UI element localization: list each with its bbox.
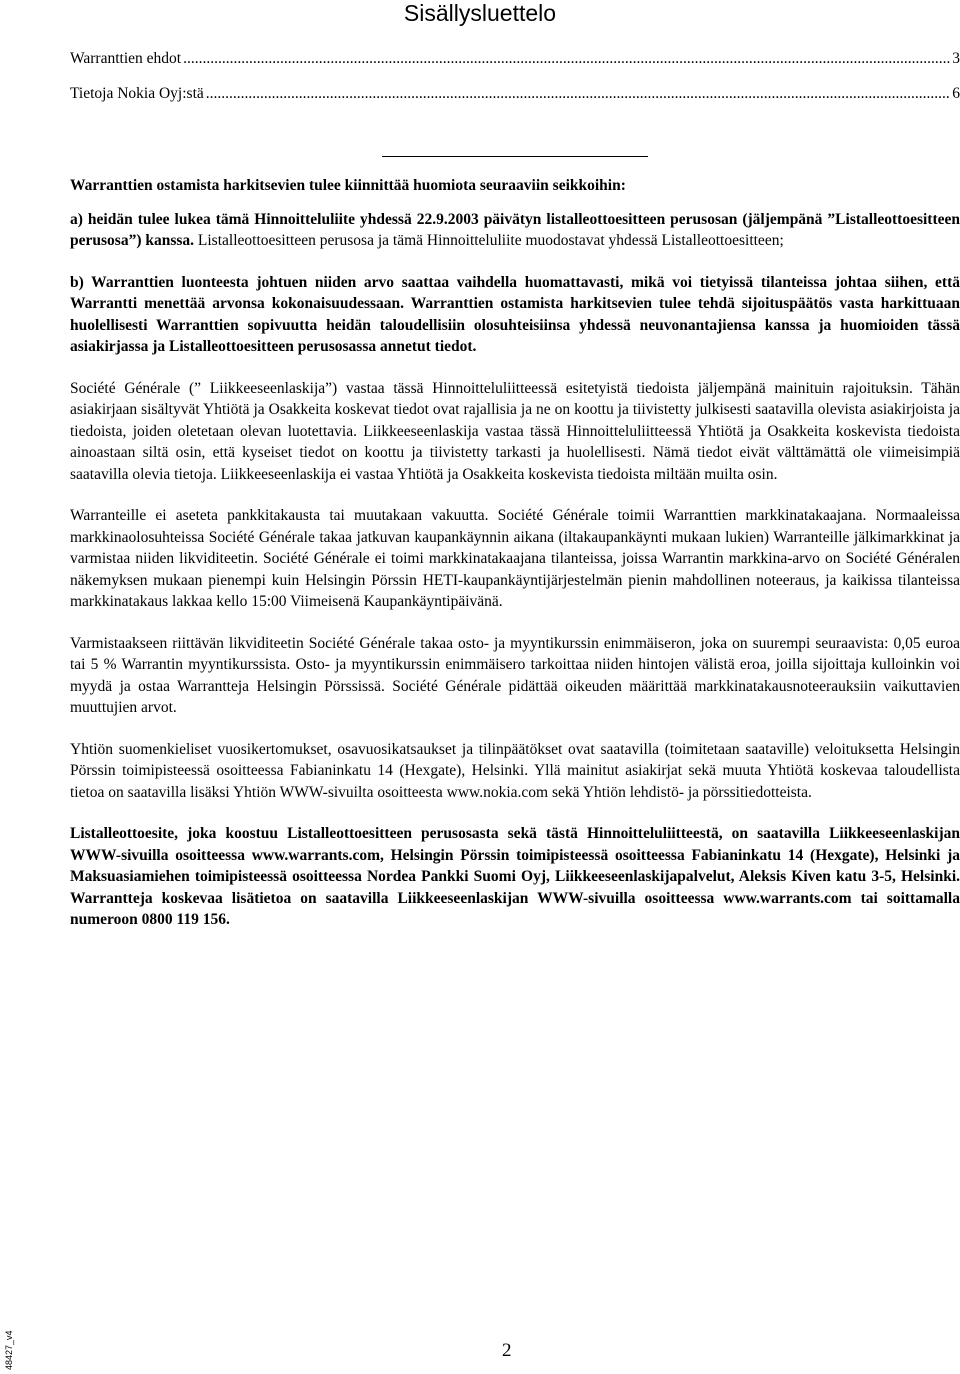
- toc-entry-label: Tietoja Nokia Oyj:stä: [70, 85, 204, 102]
- company-reports-paragraph: Yhtiön suomenkieliset vuosikertomukset, osavuosikatsaukset ja tilinpäätökset ovat saatavilla (toimitetaan saataville) veloituksetta Helsingin Pörssin toimipisteessä osoitteessa Fabianinkatu 14 (Hexgate), Helsinki. Yllä mainitut asiakirjat sekä muuta Yhtiötä koskevaa taloudellista tietoa on saatavilla lisäksi Yhtiön WWW-sivuilta osoitteesta www.nokia.com sekä Yhtiön lehdistö- ja pörssitiedotteista.: [70, 740, 960, 801]
- item-a-paragraph: [70, 209, 960, 252]
- issuer-responsibility-paragraph: Société Générale (” Liikkeeseenlaskija”) vastaa tässä Hinnoitteluliitteessä esitetyistä tiedoista jäljempänä mainituin rajoituksin. Tähän asiakirjaan sisältyvät Yhtiötä ja Osakkeita koskevat tiedot ovat rajallisia ja ne on koottu ja tiivistetty julkisesti saatavilla olevista asiakirjoista ja tiedoista, joiden oletetaan olevan luotettavia. Liikkeeseenlaskija vastaa tässä Hinnoitteluliitteessä Yhtiötä ja Osakkeita koskevista tiedoista ainoastaan siltä osin, että kyseiset tiedot on koottu ja tiivistetty tarkasti ja huolellisesti. Nämä tiedot eivät välttämättä ole viimeisimpiä saatavilla olevia tietoja. Liikkeeseenlaskija ei vastaa Yhtiötä ja Osakkeita koskevista tiedoista miltään muilta osin.: [70, 379, 960, 483]
- liquidity-paragraph: Varmistaakseen riittävän likviditeetin Société Générale takaa osto- ja myyntikurssin enimmäiseron, joka on suurempi seuraavista: 0,05 euroa tai 5 % Warrantin myyntikurssista. Osto- ja myyntikurssin enimmäisero tarkoittaa niiden hintojen välistä eroa, joilla sijoittaja kulloinkin voi myydä ja ostaa Warrantteja Helsingin Pörssissä. Société Générale pidättää oikeuden määrittää markkinatakausnoteerauksiin vaikuttavien muuttujien arvot.: [70, 634, 960, 716]
- item-a-bold-text: a) heidän tulee lukea tämä Hinnoitteluliite yhdessä 22.9.2003 päivätyn listalleottoesitteen perusosan (jäljempänä ”Listalleottoesitteen perusosa”) kanssa.: [70, 210, 960, 249]
- item-b-paragraph: b) Warranttien luonteesta johtuen niiden arvo saattaa vaihdella huomattavasti, mikä voi tietyissä tilanteissa johtaa siihen, että Warrantti menettää arvonsa kokonaisuudessaan. Warranttien ostamista harkitsevien tulee tehdä sijoituspäätös vasta harkittuaan huolellisesti Warranttien sopivuutta heidän taloudellisiin olosuhteisiinsa yhdessä neuvonantajiensa kanssa ja huomioiden tässä asiakirjassa ja Listalleottoesitteen perusosassa annetut tiedot.: [70, 273, 960, 355]
- toc-leader-dots: [206, 85, 950, 103]
- page-number: 2: [502, 1340, 512, 1361]
- item-a-text: Listalleottoesitteen perusosa ja tämä Hinnoitteluliite muodostavat yhdessä Listalleottoesitteen;: [194, 232, 784, 249]
- section-divider: [382, 156, 648, 157]
- toc-leader-dots: [183, 50, 950, 68]
- intro-paragraph: Warranttien ostamista harkitsevien tulee kiinnittää huomiota seuraaviin seikkoihin:: [70, 177, 626, 194]
- table-of-contents: [70, 50, 960, 120]
- market-making-paragraph: Warranteille ei aseteta pankkitakausta tai muutakaan vakuutta. Société Générale toimii Warranttien markkinatakaajana. Normaaleissa markkinaolosuhteissa Société Générale takaa jatkuvan kaupankäynnin aikana (iltakaupankäynti mukaan lukien) Warranteille jälkimarkkinat ja varmistaa niiden likviditeetin. Société Générale ei toimi markkinatakaajana tilanteissa, joissa Warrantin markkina-arvo on Société Généralen näkemyksen mukaan pienempi kuin Helsingin Pörssin HETI-kaupankäyntijärjestelmän pienin mahdollinen noteeraus, ja kaikissa tilanteissa markkinatakaus lakkaa kello 15:00 Viimeisenä Kaupankäyntipäivänä.: [70, 507, 960, 610]
- page-title: Sisällysluettelo: [403, 0, 557, 26]
- document-body: [70, 175, 960, 931]
- prospectus-availability-paragraph: Listalleottoesite, joka koostuu Listalleottoesitteen perusosasta sekä tästä Hinnoitteluliitteestä, on saatavilla Liikkeeseenlaskijan WWW-sivuilla osoitteessa www.warrants.com, Helsingin Pörssin toimipisteessä osoitteessa Fabianinkatu 14 (Hexgate), Helsinki ja Maksuasiamiehen toimipisteessä osoitteessa Nordea Pankki Suomi Oyj, Liikkeeseenlaskijapalvelut, Aleksis Kiven katu 3-5, Helsinki. Warrantteja koskevaa lisätietoa on saatavilla Liikkeeseenlaskijan WWW-sivuilla osoitteessa www.warrants.com tai soittamalla numeroon 0800 119 156.: [70, 825, 960, 928]
- toc-entry-label: Warranttien ehdot: [70, 50, 182, 67]
- toc-entry-page: 6: [952, 85, 960, 102]
- toc-entry[interactable]: [70, 85, 960, 108]
- document-code: 48427_v4: [4, 1330, 14, 1370]
- toc-entry-page: 3: [952, 50, 960, 67]
- toc-entry[interactable]: [70, 50, 960, 73]
